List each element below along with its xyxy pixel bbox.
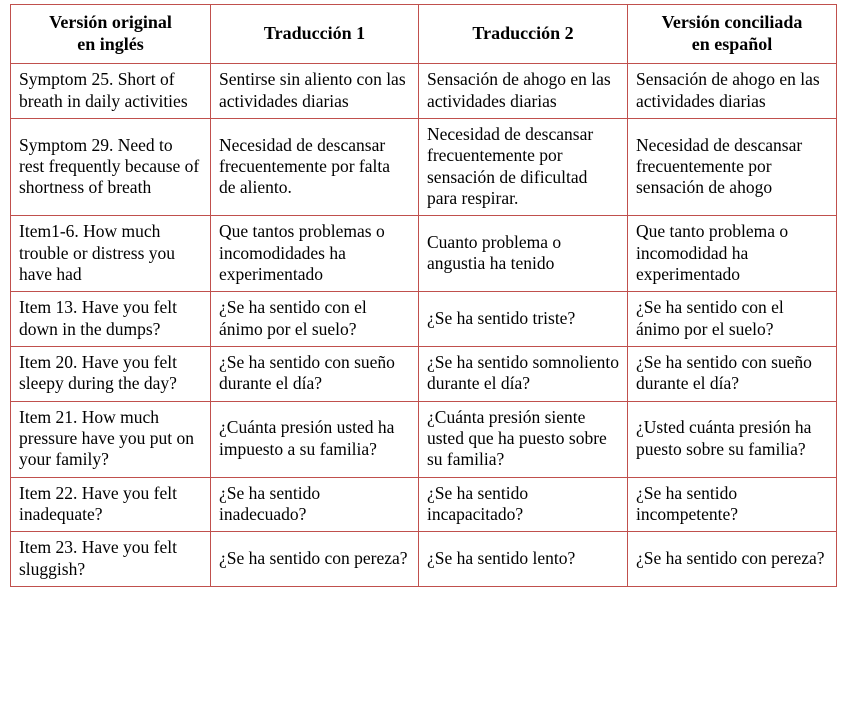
table-row bbox=[11, 401, 837, 477]
table-body bbox=[11, 64, 837, 587]
column-header-reconciled bbox=[628, 5, 837, 64]
table-row bbox=[11, 477, 837, 532]
table-header bbox=[11, 5, 837, 64]
column-header-reconciled-line2: en español bbox=[691, 33, 773, 54]
column-header-translation-2: Traducción 2 bbox=[419, 5, 628, 64]
cell-translation-1: ¿Cuánta presión usted ha impuesto a su familia? bbox=[211, 401, 419, 477]
cell-original: Item 21. How much pressure have you put on your family? bbox=[11, 401, 211, 477]
table-row bbox=[11, 346, 837, 401]
translation-comparison-table bbox=[10, 4, 837, 587]
column-header-original-line2: en inglés bbox=[77, 33, 144, 54]
cell-original: Item1-6. How much trouble or distress you have had bbox=[11, 216, 211, 292]
cell-translation-2: Necesidad de descansar frecuentemente por sensación de dificultad para respirar. bbox=[419, 118, 628, 215]
cell-reconciled: Necesidad de descansar frecuentemente por sensación de ahogo bbox=[628, 118, 837, 215]
cell-reconciled: Sensación de ahogo en las actividades diarias bbox=[628, 64, 837, 119]
cell-original: Symptom 25. Short of breath in daily activities bbox=[11, 64, 211, 119]
cell-reconciled: ¿Usted cuánta presión ha puesto sobre su familia? bbox=[628, 401, 837, 477]
cell-reconciled: Que tanto problema o incomodidad ha experimentado bbox=[628, 216, 837, 292]
cell-original: Symptom 29. Need to rest frequently because of shortness of breath bbox=[11, 118, 211, 215]
table-row bbox=[11, 532, 837, 587]
cell-reconciled: ¿Se ha sentido con el ánimo por el suelo? bbox=[628, 292, 837, 347]
cell-translation-1: Necesidad de descansar frecuentemente por falta de aliento. bbox=[211, 118, 419, 215]
cell-reconciled: ¿Se ha sentido con sueño durante el día? bbox=[628, 346, 837, 401]
cell-reconciled: ¿Se ha sentido con pereza? bbox=[628, 532, 837, 587]
column-header-original-line1: Versión original bbox=[49, 12, 172, 32]
cell-original: Item 22. Have you felt inadequate? bbox=[11, 477, 211, 532]
cell-translation-1: Sentirse sin aliento con las actividades diarias bbox=[211, 64, 419, 119]
cell-translation-2: ¿Se ha sentido lento? bbox=[419, 532, 628, 587]
cell-translation-2: Cuanto problema o angustia ha tenido bbox=[419, 216, 628, 292]
cell-translation-1: ¿Se ha sentido con sueño durante el día? bbox=[211, 346, 419, 401]
table-row bbox=[11, 216, 837, 292]
cell-translation-1: Que tantos problemas o incomodidades ha experimentado bbox=[211, 216, 419, 292]
cell-translation-1: ¿Se ha sentido con pereza? bbox=[211, 532, 419, 587]
cell-original: Item 23. Have you felt sluggish? bbox=[11, 532, 211, 587]
cell-translation-2: ¿Se ha sentido triste? bbox=[419, 292, 628, 347]
table-row bbox=[11, 292, 837, 347]
cell-translation-1: ¿Se ha sentido con el ánimo por el suelo? bbox=[211, 292, 419, 347]
table-header-row bbox=[11, 5, 837, 64]
cell-translation-2: Sensación de ahogo en las actividades diarias bbox=[419, 64, 628, 119]
cell-reconciled: ¿Se ha sentido incompetente? bbox=[628, 477, 837, 532]
cell-translation-2: ¿Cuánta presión siente usted que ha puesto sobre su familia? bbox=[419, 401, 628, 477]
cell-original: Item 13. Have you felt down in the dumps? bbox=[11, 292, 211, 347]
table-row bbox=[11, 64, 837, 119]
column-header-translation-1: Traducción 1 bbox=[211, 5, 419, 64]
cell-translation-2: ¿Se ha sentido somnoliento durante el día? bbox=[419, 346, 628, 401]
cell-translation-2: ¿Se ha sentido incapacitado? bbox=[419, 477, 628, 532]
column-header-reconciled-line1: Versión conciliada bbox=[661, 12, 803, 32]
cell-original: Item 20. Have you felt sleepy during the day? bbox=[11, 346, 211, 401]
cell-translation-1: ¿Se ha sentido inadecuado? bbox=[211, 477, 419, 532]
table-row bbox=[11, 118, 837, 215]
column-header-original bbox=[11, 5, 211, 64]
